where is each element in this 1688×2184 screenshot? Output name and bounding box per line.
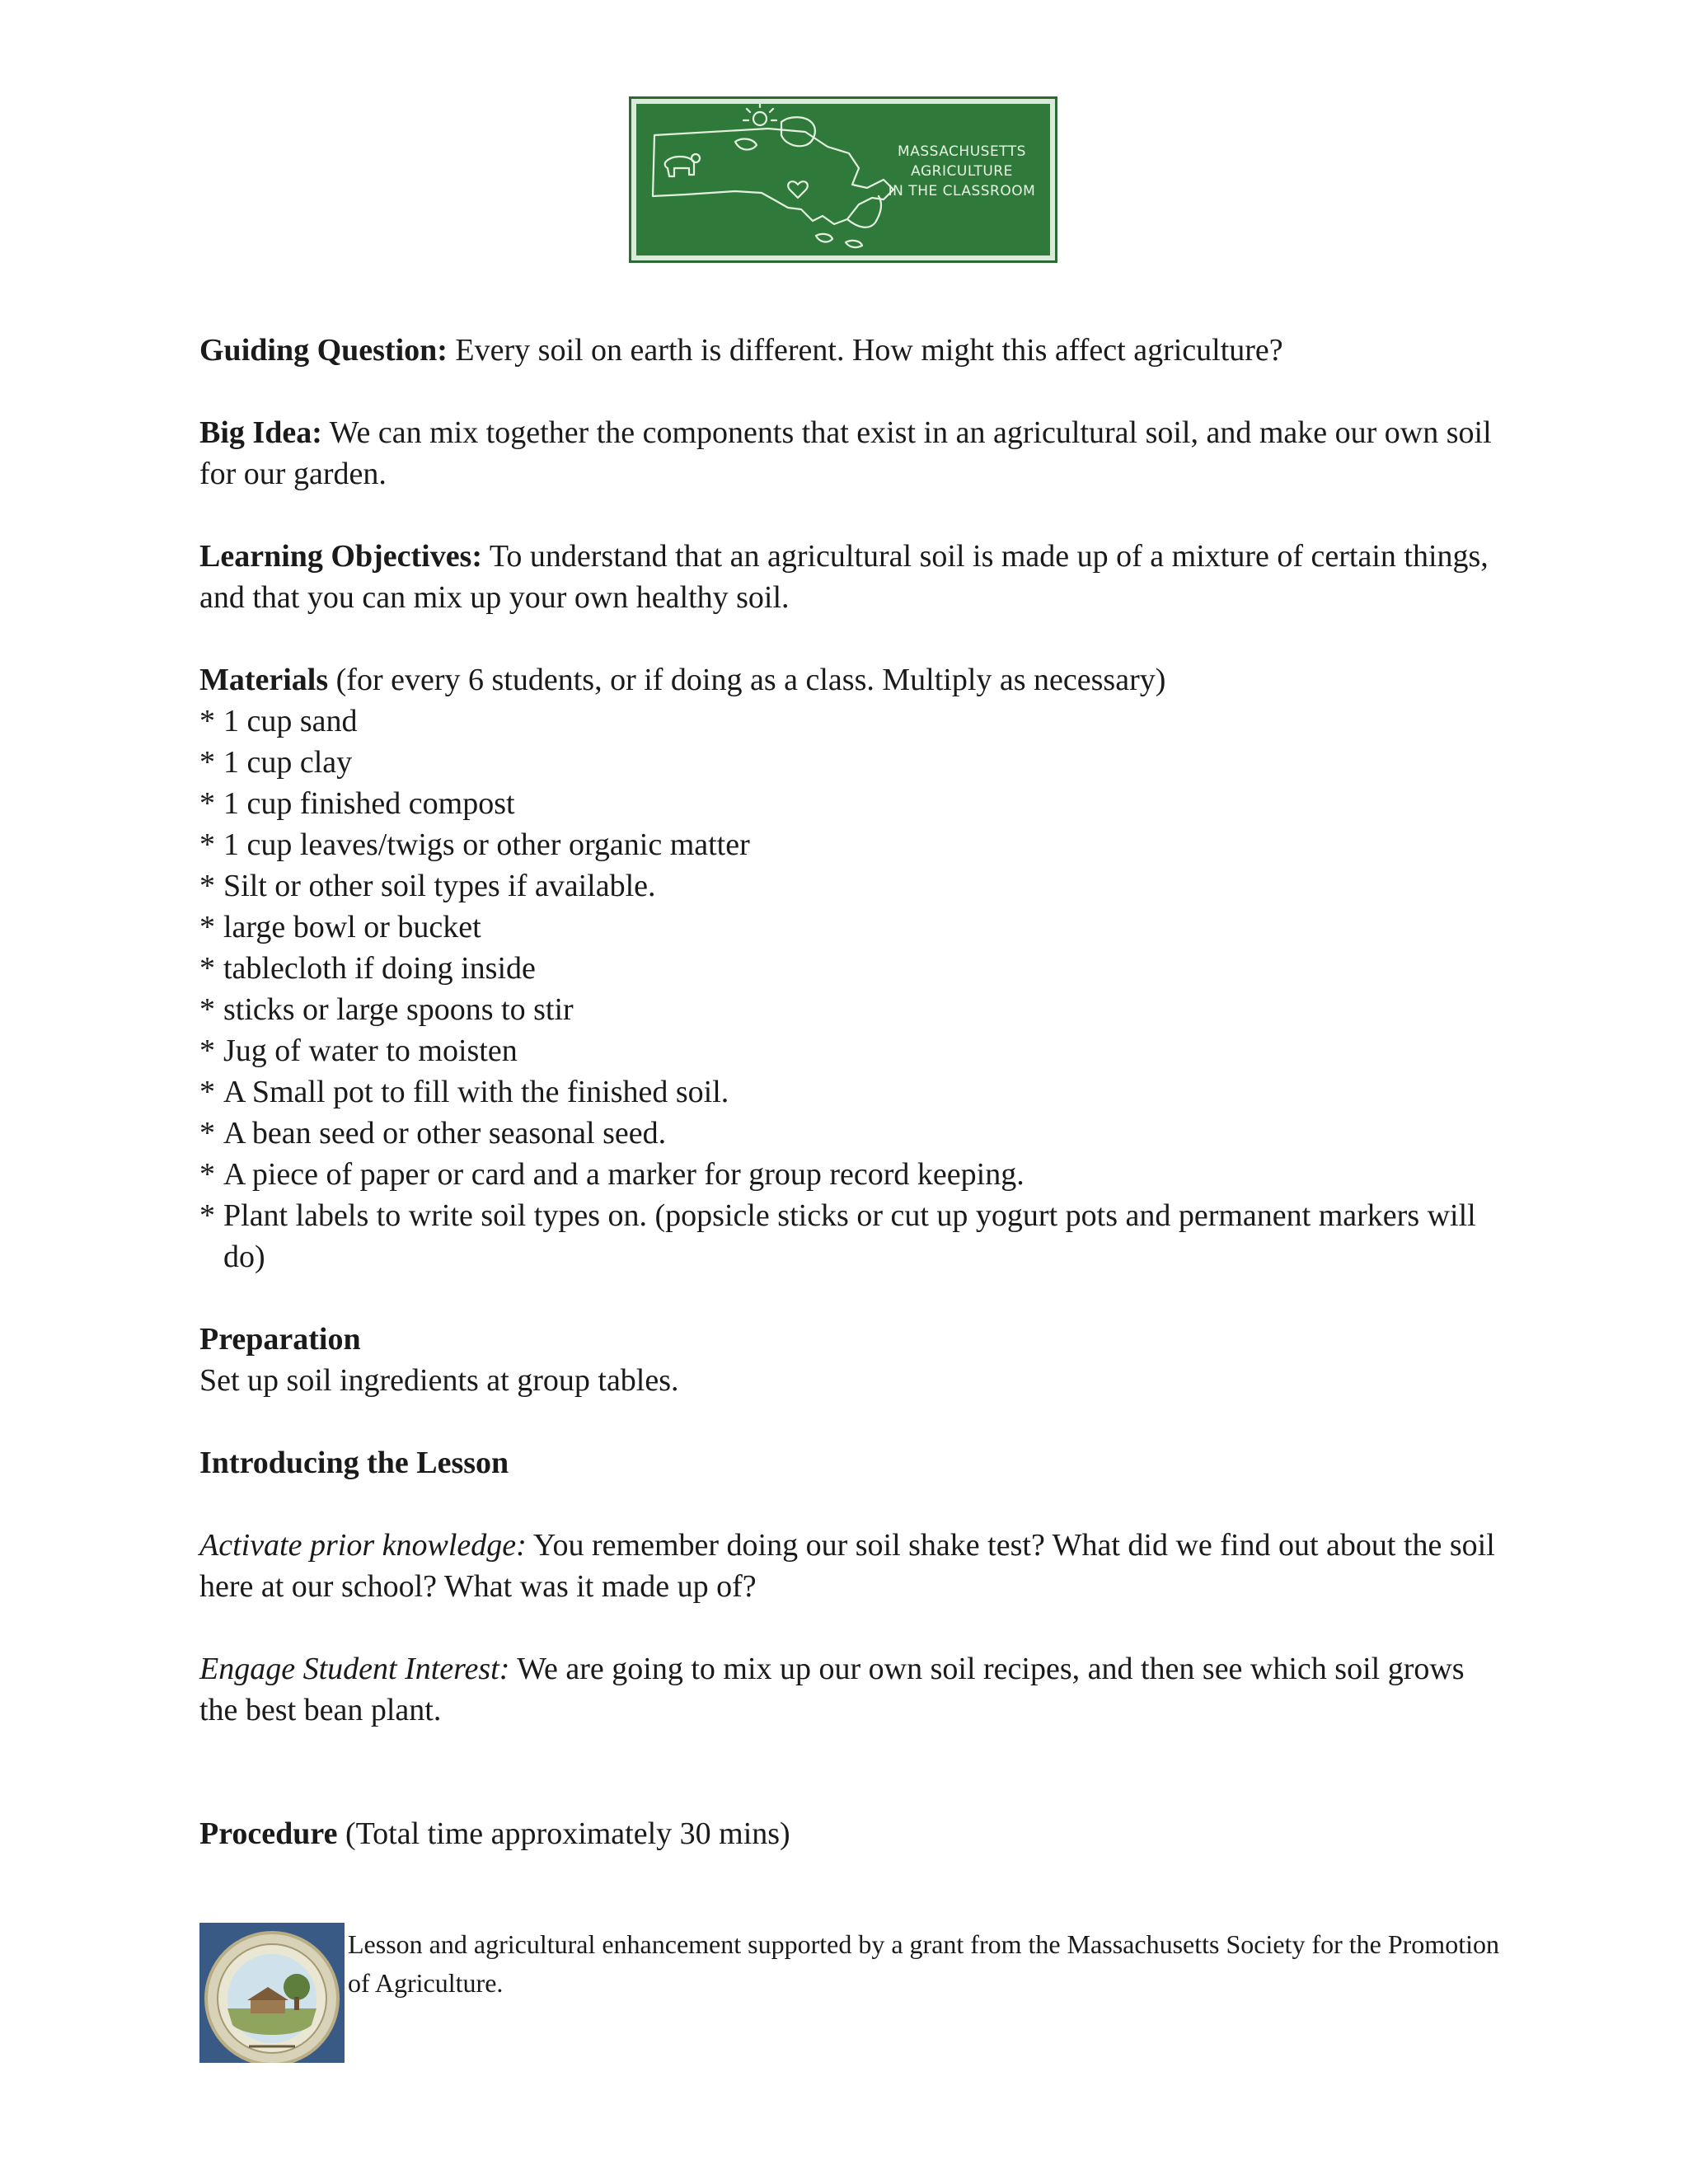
list-item [199,1113,1502,1154]
activate-label: Activate prior knowledge: [199,1528,527,1563]
preparation-text: Set up soil ingredients at group tables. [199,1363,679,1398]
bullet: * [199,992,215,1027]
logo-text [875,142,1048,201]
list-item-text: sticks or large spoons to stir [223,992,574,1027]
bullet: * [199,786,215,821]
engage-label: Engage Student Interest: [199,1652,510,1686]
guiding-question [199,330,1502,371]
introducing-heading [199,1442,1502,1483]
list-item-text: A bean seed or other seasonal seed. [223,1116,667,1151]
list-item-text: tablecloth if doing inside [223,951,536,986]
logo-line: IN THE CLASSROOM [888,183,1036,199]
engage-text: We are going to mix up our own soil recipes, and then see which soil grows the best bean plant. [199,1652,1465,1727]
procedure-heading [199,1813,1502,1854]
big-idea-label: Big Idea: [199,415,322,450]
procedure-label: Procedure [199,1816,338,1851]
list-item [199,1030,1502,1071]
list-item-text: A Small pot to fill with the finished soil. [223,1075,729,1109]
list-item [199,742,1502,783]
massachusetts-agriculture-logo [631,99,1055,260]
logo-line: AGRICULTURE [911,163,1013,180]
materials-heading [199,659,1502,701]
bullet: * [199,827,215,862]
learning-objectives-text: To understand that an agricultural soil is made up of a mixture of certain things, and that you can mix up your own healthy soil. [199,539,1489,615]
list-item-text: 1 cup finished compost [223,786,515,821]
engage-student-interest [199,1648,1502,1731]
bullet: * [199,910,215,944]
list-item [199,907,1502,948]
seal-image [199,1923,345,2063]
big-idea-text: We can mix together the components that exist in an agricultural soil, and make our own soil for our garden. [199,415,1492,491]
list-item-text: 1 cup sand [223,704,358,738]
preparation-heading [199,1319,1502,1360]
materials-note: (for every 6 students, or if doing as a class. Multiply as necessary) [328,663,1166,697]
bullet: * [199,1033,215,1068]
logo-line: MASSACHUSETTS [898,143,1026,160]
preparation-label: Preparation [199,1322,361,1357]
list-item-text: 1 cup leaves/twigs or other organic matter [223,827,750,862]
bullet: * [199,745,215,780]
activate-text: You remember doing our soil shake test? What did we find out about the soil here at our school? What was it made up of? [199,1528,1495,1604]
society-seal-icon [199,1923,345,2063]
activate-prior-knowledge [199,1525,1502,1607]
list-item-text: Jug of water to moisten [223,1033,518,1068]
list-item [199,989,1502,1030]
learning-objectives-label: Learning Objectives: [199,539,483,574]
bullet: * [199,869,215,903]
list-item-text: large bowl or bucket [223,910,481,944]
list-item-text: 1 cup clay [223,745,353,780]
bullet: * [199,1116,215,1151]
materials-label: Materials [199,663,329,697]
list-item-text: Plant labels to write soil types on. (popsicle sticks or cut up yogurt pots and permanent markers will do) [223,1198,1476,1274]
list-item [199,1071,1502,1113]
bullet: * [199,1075,215,1109]
list-item-text: A piece of paper or card and a marker for group record keeping. [223,1157,1025,1192]
list-item [199,701,1502,742]
guiding-question-text: Every soil on earth is different. How might this affect agriculture? [447,333,1283,368]
list-item-text: Silt or other soil types if available. [223,869,656,903]
bullet: * [199,1198,215,1233]
materials-list [199,701,1502,1277]
procedure-note: (Total time approximately 30 mins) [337,1816,790,1851]
bullet: * [199,704,215,738]
introducing-label: Introducing the Lesson [199,1446,509,1480]
list-item [199,783,1502,824]
list-item [199,948,1502,989]
footer-credit: Lesson and agricultural enhancement supported by a grant from the Massachusetts Society for the Promotion of Agriculture. [348,1929,1499,1998]
list-item [199,865,1502,907]
list-item [199,1154,1502,1195]
bullet: * [199,951,215,986]
learning-objectives [199,536,1502,618]
list-item [199,824,1502,865]
big-idea [199,412,1502,494]
list-item [199,1195,1502,1277]
guiding-question-label: Guiding Question: [199,333,448,368]
lesson-body [199,330,1502,1854]
bullet: * [199,1157,215,1192]
